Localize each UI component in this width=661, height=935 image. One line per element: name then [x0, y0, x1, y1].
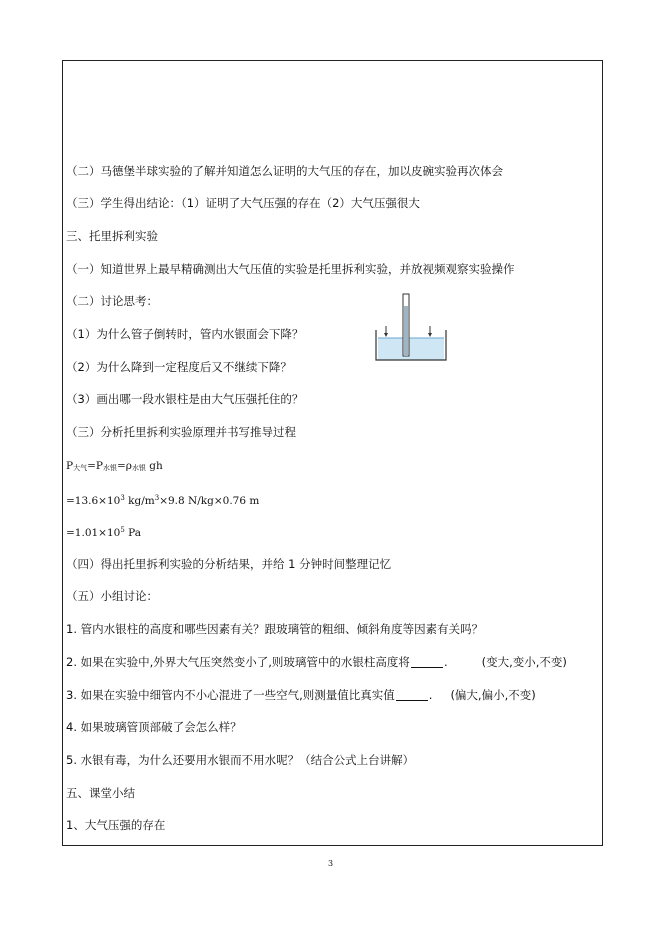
question-line: （3）画出哪一段水银柱是由大气压强托住的？: [66, 392, 304, 406]
answer-blank: [411, 657, 443, 668]
question-line: 3. 如果在实验中细管内不小心混进了一些空气,则测量值比真实值 . (偏大,偏小,不变): [66, 688, 536, 702]
page-number: 3: [327, 859, 334, 868]
answer-blank: [396, 690, 428, 701]
text-line: （二）马德堡半球实验的了解并知道怎么证明的大气压的存在，加以皮碗实验再次体会: [66, 164, 503, 178]
text-line: （四）得出托里拆利实验的分析结果，并给 1 分钟时间整理记忆: [66, 557, 392, 571]
question-line: 4. 如果玻璃管顶部破了会怎么样？: [66, 720, 242, 734]
question-line: （1）为什么管子倒转时，管内水银面会下降？: [66, 327, 304, 341]
formula-line: $=13.6\times 10^3$ $kg/m^3\times 9.8$ N/kg×0.76 m: [66, 494, 260, 507]
question-line: （2）为什么降到一定程度后又不继续下降？: [66, 360, 292, 374]
text-line: （二）讨论思考：: [66, 294, 158, 308]
text-line: （一）知道世界上最早精确测出大气压值的实验是托里拆利实验，并放视频观察实验操作: [66, 262, 515, 276]
text-line: （五）小组讨论：: [66, 589, 158, 603]
text-line: 1、大气压强的存在: [66, 818, 166, 832]
text-line: （三）分析托里拆利实验原理并书写推导过程: [66, 425, 296, 439]
question-line: 2. 如果在实验中,外界大气压突然变小了,则玻璃管中的水银柱高度将 . (变大,变小,不变): [66, 655, 567, 669]
formula-line: P大气=P水银=ρ水银 gh: [66, 460, 163, 472]
section-heading: 五、课堂小结: [66, 786, 135, 800]
formula-line: $=1.01\times 10^5$ Pa: [66, 526, 142, 539]
text-line: （三）学生得出结论：（1）证明了大气压强的存在（2）大气压强很大: [66, 196, 420, 210]
section-heading: 三、托里拆利实验: [66, 229, 158, 243]
question-line: 1. 管内水银柱的高度和哪些因素有关？跟玻璃管的粗细、倾斜角度等因素有关吗？: [66, 622, 484, 636]
question-line: 5. 水银有毒，为什么还要用水银而不用水呢？（结合公式上台讲解）: [66, 753, 415, 767]
torricelli-apparatus-figure: [372, 288, 450, 364]
